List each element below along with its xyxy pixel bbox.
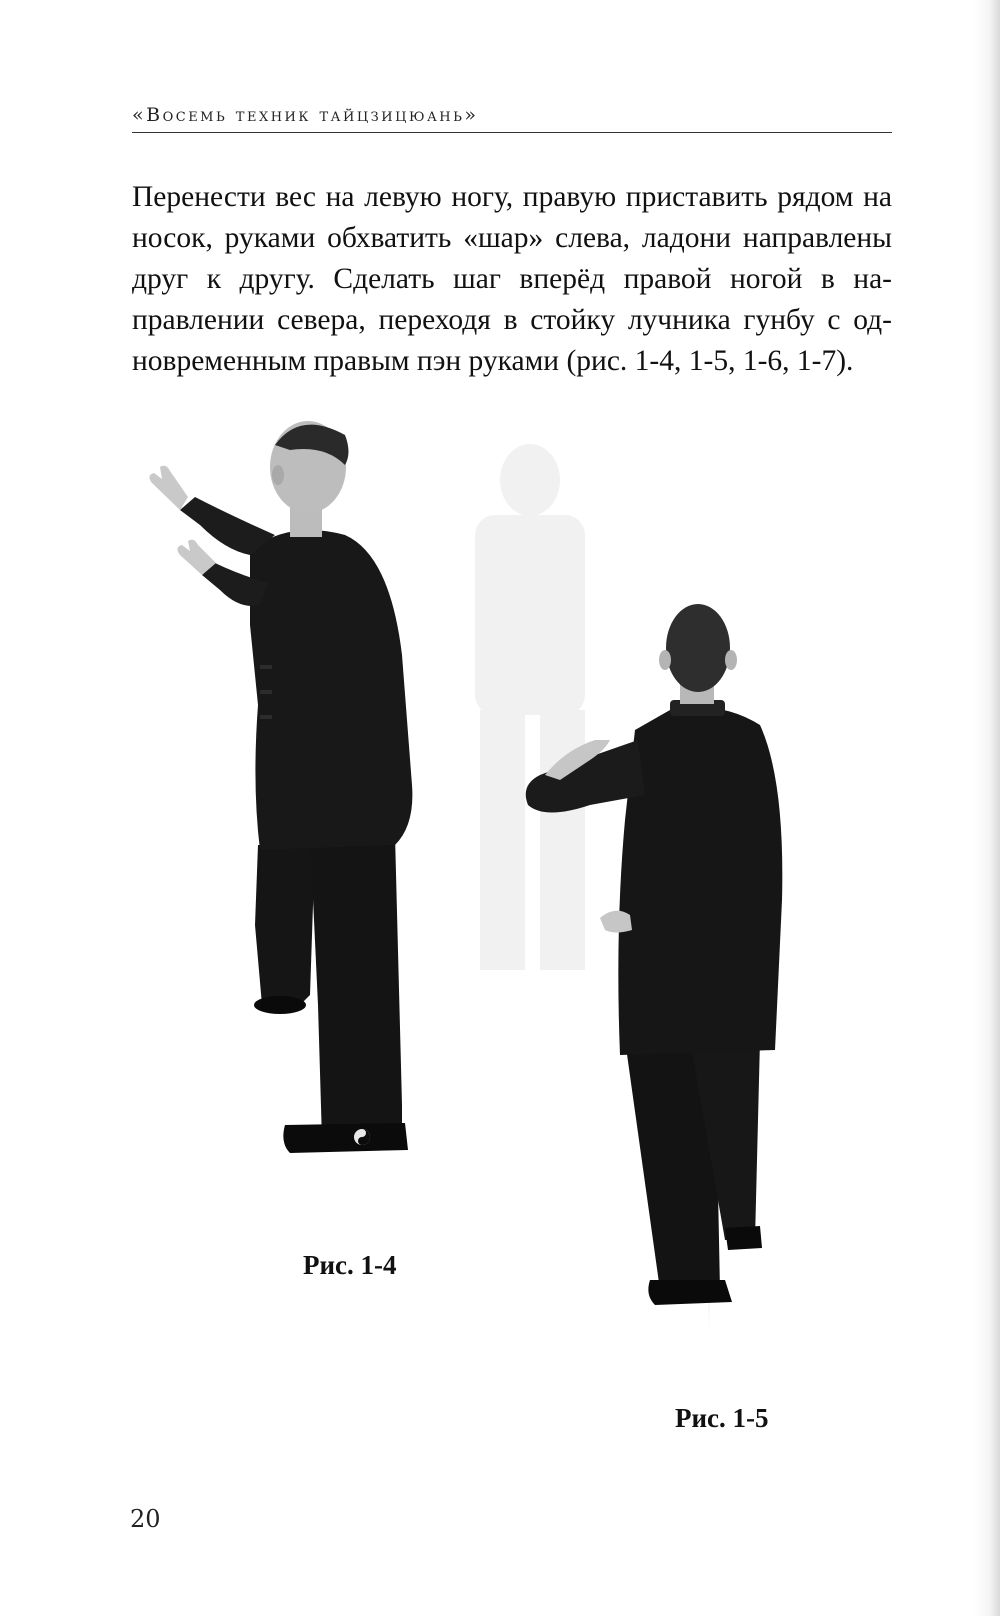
figure-1-5-photo xyxy=(520,600,820,1325)
running-header: «Восемь техник тайцзицюань» xyxy=(132,104,479,126)
scan-edge-shadow xyxy=(974,0,1000,1616)
figure-caption-1-4: Рис. 1-4 xyxy=(303,1250,397,1280)
page-number: 20 xyxy=(130,1505,161,1533)
figure-caption-1-5: Рис. 1-5 xyxy=(675,1403,769,1433)
figure-1-4-photo xyxy=(140,405,440,1195)
body-paragraph: Перенести вес на левую ногу, правую приставить рядом на носок, руками обхватить «шар» слева, ладони направлены друг к другу. Сделать шаг вперёд правой ногой в направлении севера, переходя в стойку лучника гунбу с одновременным правым пэн руками (рис. 1-4, 1-5, 1-6, 1-7). xyxy=(132,181,892,377)
figure-1-5 xyxy=(520,600,820,1325)
header-rule xyxy=(132,132,892,133)
figure-1-4 xyxy=(140,405,440,1195)
